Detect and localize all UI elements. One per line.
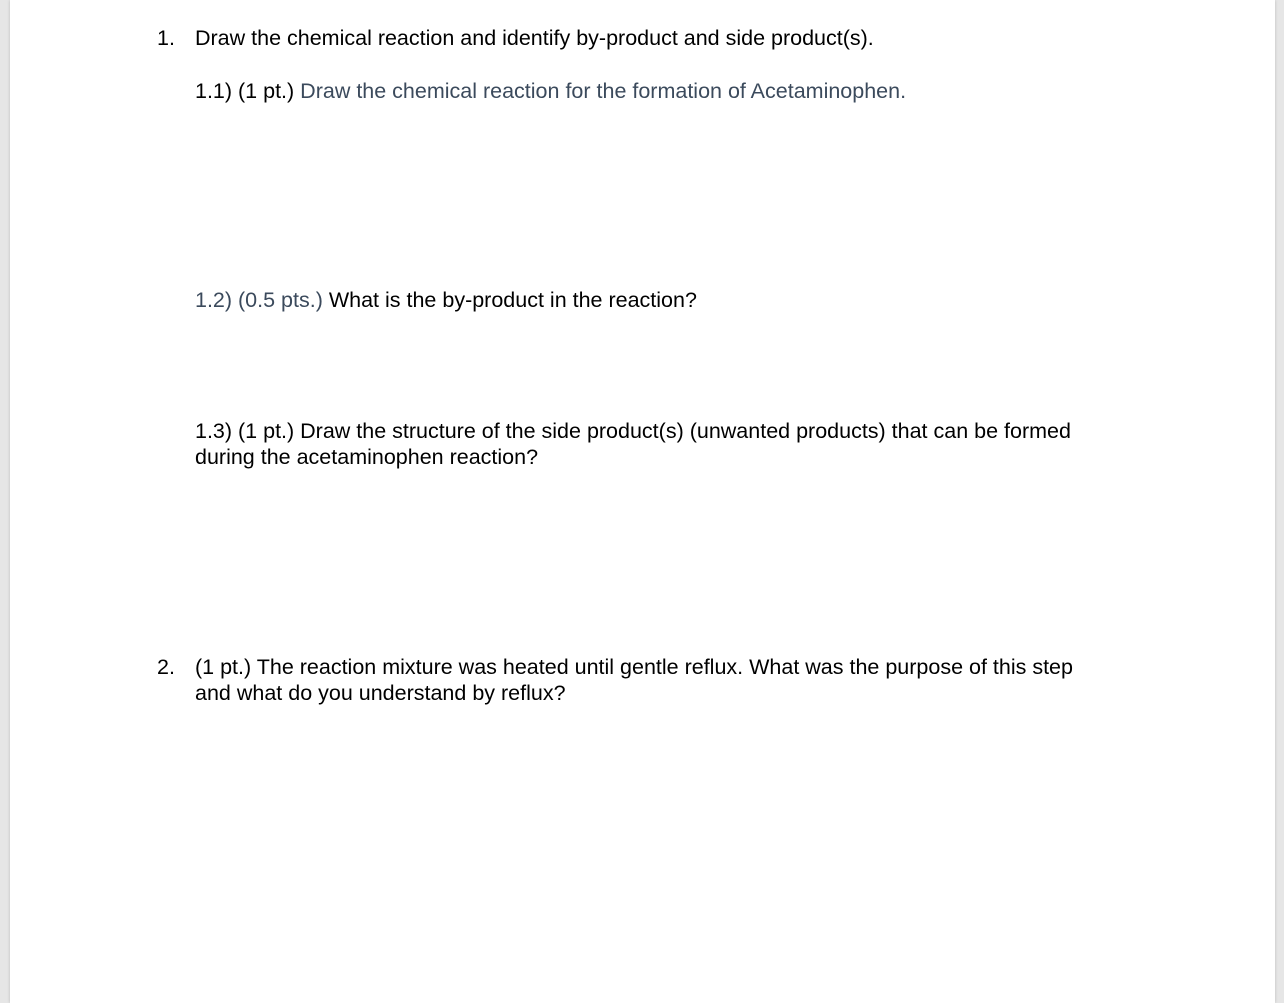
question-2-text xyxy=(195,654,1073,706)
document-page xyxy=(10,0,1275,1003)
question-1-3-line-2: during the acetaminophen reaction? xyxy=(195,445,539,469)
question-1-3-line-1: 1.3) (1 pt.) Draw the structure of the side product(s) (unwanted products) that can be formed xyxy=(195,419,1071,443)
question-1-2 xyxy=(195,287,697,313)
question-2-line-2: and what do you understand by reflux? xyxy=(195,681,566,705)
question-1-1-label: 1.1) (1 pt.) xyxy=(195,79,295,103)
question-1-text: Draw the chemical reaction and identify by-product and side product(s). xyxy=(195,26,874,50)
question-1-3 xyxy=(195,418,1071,470)
question-1-2-text: What is the by-product in the reaction? xyxy=(328,288,697,312)
question-1-number: 1. xyxy=(157,26,175,50)
question-1-2-label: 1.2) (0.5 pts.) xyxy=(195,288,323,312)
question-2-line-1: (1 pt.) The reaction mixture was heated until gentle reflux. What was the purpose of this step xyxy=(195,655,1073,679)
question-1-1-text: Draw the chemical reaction for the formation of Acetaminophen. xyxy=(300,79,907,103)
question-2-number: 2. xyxy=(157,655,175,679)
question-1-1 xyxy=(195,78,906,104)
